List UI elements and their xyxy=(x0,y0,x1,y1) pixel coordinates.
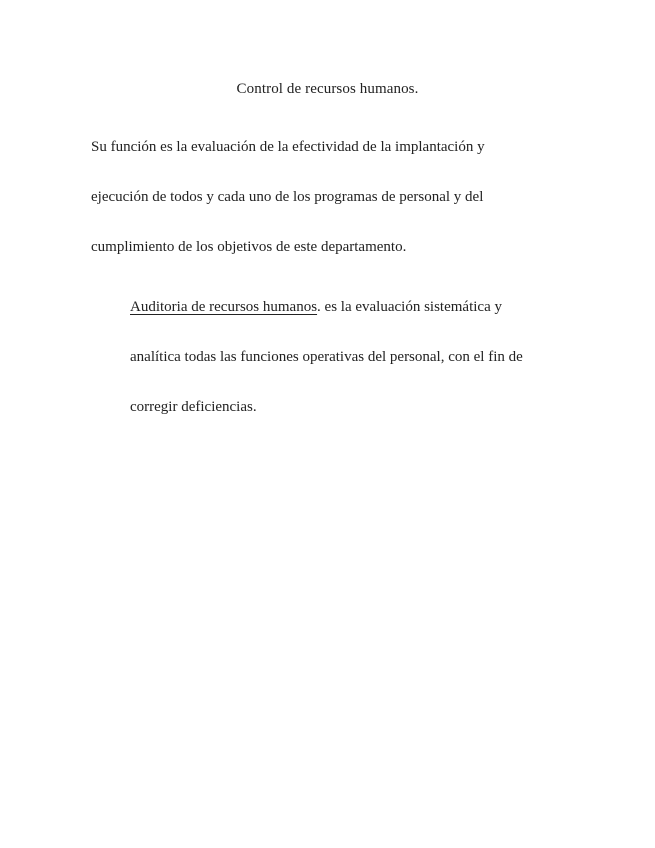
paragraph-line: analítica todas las funciones operativas del personal, con el fin de xyxy=(130,349,523,365)
paragraph-control-description xyxy=(91,122,571,272)
paragraph-line: cumplimiento de los objetivos de este departamento. xyxy=(91,239,407,255)
audit-definition-start: . es la evaluación sistemática y xyxy=(317,299,502,315)
paragraph-line: ejecución de todos y cada uno de los programas de personal y del xyxy=(91,189,484,205)
document-title: Control de recursos humanos. xyxy=(236,81,419,97)
paragraph-line: corregir deficiencias. xyxy=(130,399,257,415)
paragraph-line: Su función es la evaluación de la efectividad de la implantación y xyxy=(91,139,485,155)
paragraph-line xyxy=(130,282,560,332)
paragraph-audit-definition xyxy=(130,282,560,432)
audit-term: Auditoria de recursos humanos xyxy=(130,299,318,315)
